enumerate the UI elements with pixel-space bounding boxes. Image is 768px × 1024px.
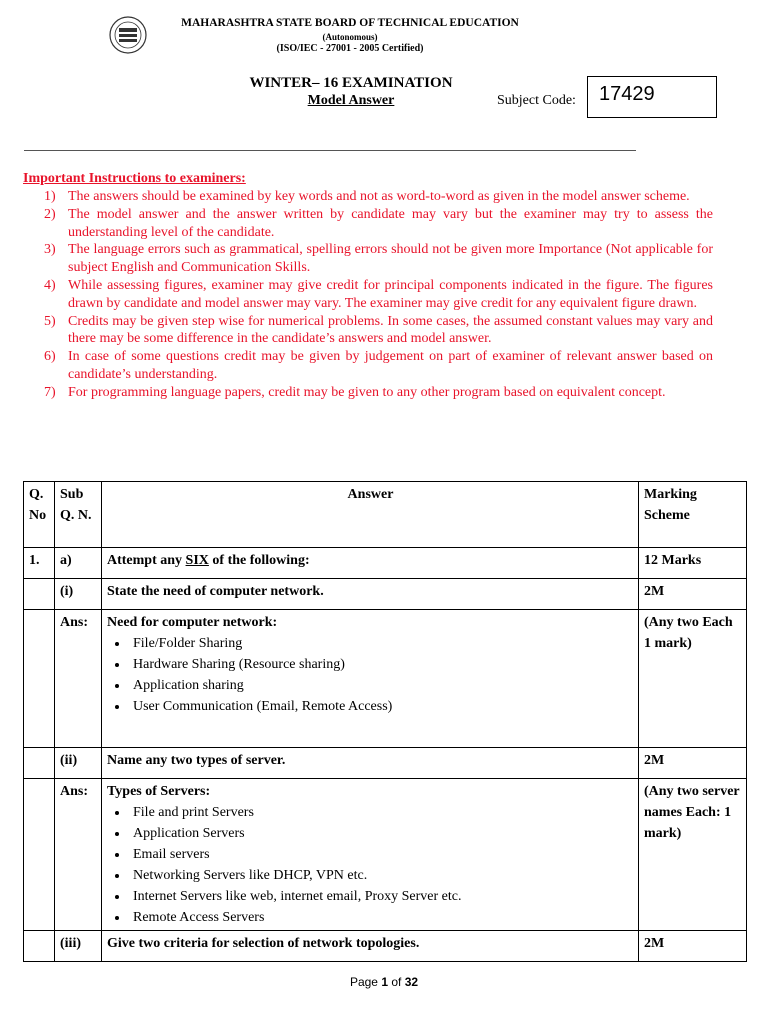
instructions-title: Important Instructions to examiners: [23,171,246,186]
subject-code-box: 17429 [587,76,717,118]
instruction-item: 5) Credits may be given step wise for numerical problems. In some cases, the assumed constant values may vary and there may be some difference in the candidate’s answers and model answer. [44,313,713,347]
instruction-item: 1) The answers should be examined by key words and not as word-to-word as given in the model answer scheme. [44,189,690,204]
instruction-item: 3) The language errors such as grammatical, spelling errors should not be given more Importance (Not applicable for subject English and Communication Skills. [44,242,713,276]
table-row [24,579,747,610]
header-subq: Sub Q. N. [55,482,102,548]
model-answer-heading: Model Answer [307,93,395,108]
marks-cell: 2M [639,748,747,779]
list-item: • File/Folder Sharing [129,633,634,654]
marking-cell: (Any two Each 1 mark) [639,610,747,748]
answer-list [107,633,634,717]
marks-cell: 2M [639,931,747,962]
list-item: • Internet Servers like web, internet email, Proxy Server etc. [129,886,634,907]
list-item: • User Communication (Email, Remote Access) [129,696,634,717]
table-row [24,931,747,962]
subq-cell: (i) [55,579,102,610]
separator-line [24,150,636,151]
msbte-logo [108,15,148,55]
subject-code-label: Subject Code: [497,93,576,108]
instructions-list [23,188,713,402]
header-qno: Q. No [24,482,55,548]
answer-cell [102,610,639,748]
table-row [24,610,747,748]
table-row [24,779,747,931]
instruction-item: 2) The model answer and the answer written by candidate may vary but the examiner may try to assess the understanding level of the candidate. [44,206,713,240]
answer-title: Need for computer network: [107,615,278,630]
list-item: • Remote Access Servers [129,907,634,928]
page-footer: Page 1 of 32 [349,975,419,989]
iso-label: (ISO/IEC - 27001 - 2005 Certified) [276,43,424,54]
subq-cell: (iii) [55,931,102,962]
marks-cell: 12 Marks [639,548,747,579]
question-cell: Attempt any SIX of the following: [102,548,639,579]
table-header-row [24,482,747,548]
question-cell: State the need of computer network. [102,579,639,610]
exam-title: WINTER– 16 EXAMINATION [249,75,453,91]
instruction-item: 7) For programming language papers, credit may be given to any other program based on equivalent concept. [44,384,666,400]
instruction-item: 6) In case of some questions credit may be given by judgement on part of examiner of relevant answer based on candidate’s understanding. [44,349,713,382]
answer-list [107,802,634,928]
header-answer: Answer [102,482,639,548]
list-item: • Application sharing [129,675,634,696]
answer-table [23,481,747,962]
marking-cell: (Any two server names Each: 1 mark) [639,779,747,931]
answer-title: Types of Servers: [107,784,211,799]
question-cell: Name any two types of server. [102,748,639,779]
table-row [24,548,747,579]
qno-cell: 1. [24,548,55,579]
list-item: • Networking Servers like DHCP, VPN etc. [129,865,634,886]
org-name: MAHARASHTRA STATE BOARD OF TECHNICAL EDUCATION [181,17,519,29]
list-item: • Hardware Sharing (Resource sharing) [129,654,634,675]
question-cell: Give two criteria for selection of network topologies. [102,931,639,962]
header-marking: Marking Scheme [639,482,747,548]
list-item: • Email servers [129,844,634,865]
list-item: • File and print Servers [129,802,634,823]
answer-cell [102,779,639,931]
autonomous-label: (Autonomous) [322,32,378,42]
table-row [24,748,747,779]
subq-cell: a) [55,548,102,579]
list-item: • Application Servers [129,823,634,844]
subq-cell: (ii) [55,748,102,779]
ans-label: Ans: [55,779,102,931]
ans-label: Ans: [55,610,102,748]
marks-cell: 2M [639,579,747,610]
instruction-item: 4) While assessing figures, examiner may give credit for principal components indicated in the figure. The figures drawn by candidate and model answer may vary. The examiner may give credit for any equivalent figure drawn. [44,277,713,311]
